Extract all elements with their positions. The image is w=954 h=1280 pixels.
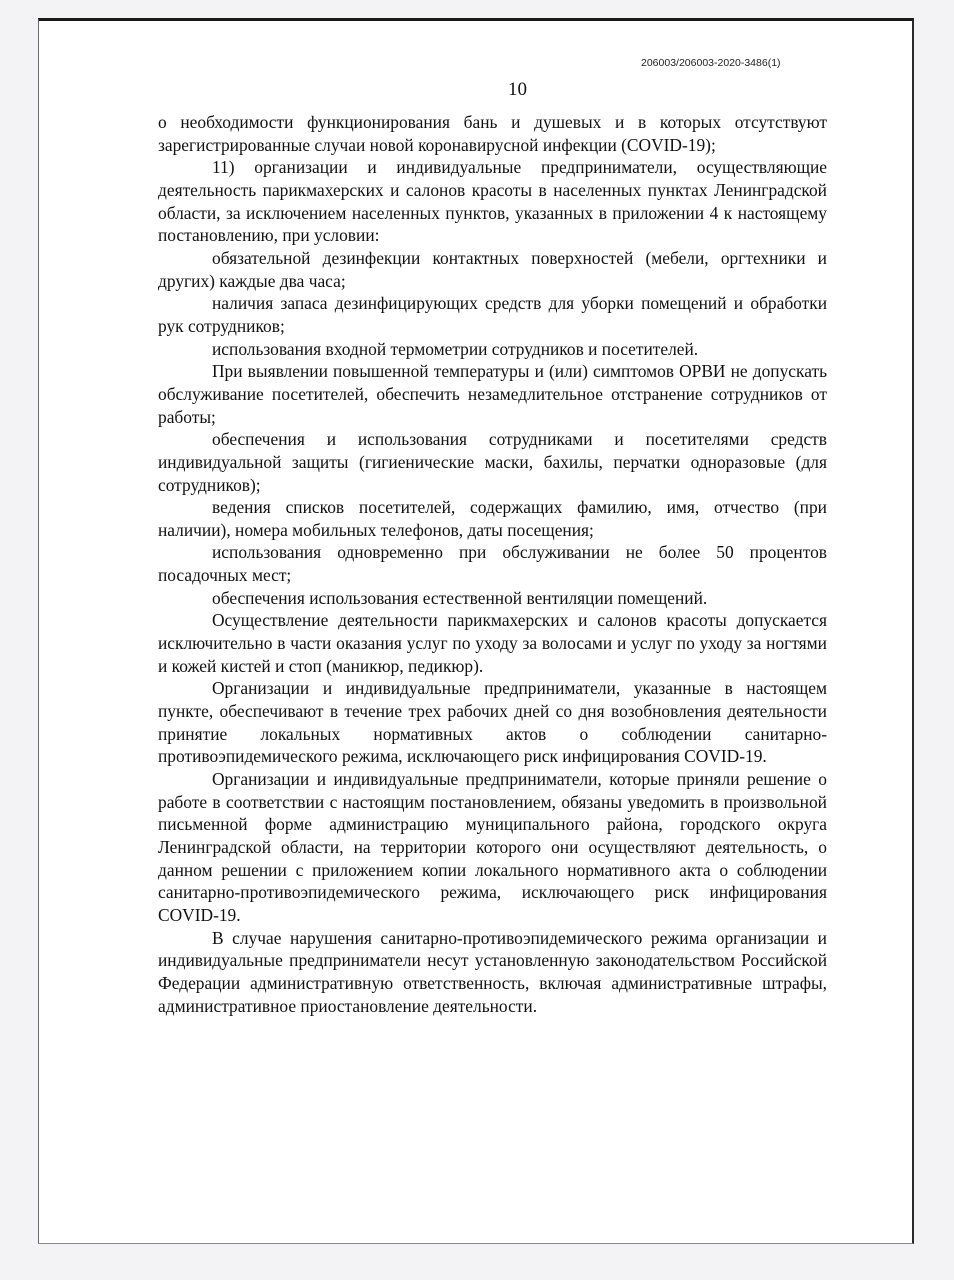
paragraph: 11) организации и индивидуальные предприниматели, осуществляющие деятельность парикмахерских и салонов красоты в населенных пунктах Ленинградской области, за исключением населенных пунктов, указанных в приложении 4 к настоящему постановлению, при условии: — [158, 157, 827, 246]
page-number: 10 — [508, 79, 527, 100]
paragraph: Организации и индивидуальные предприниматели, которые приняли решение о работе в соответствии с настоящим постановлением, обязаны уведомить в произвольной письменной форме администрацию муниципального района, городского округа Ленинградской области, на территории которого они осуществляют деятельность, о данном решении с приложением копии локального нормативного акта о соблюдении санитарно-противоэпидемического режима, исключающего риск инфицирования COVID-19. — [158, 769, 827, 925]
document-body — [158, 111, 827, 1017]
paragraph: Организации и индивидуальные предприниматели, указанные в настоящем пункте, обеспечивают в течение трех рабочих дней со дня возобновления деятельности принятие локальных нормативных актов о соблюдении санитарно-противоэпидемического режима, исключающего риск инфицирования COVID-19. — [158, 678, 827, 767]
paragraph: обеспечения и использования сотрудниками и посетителями средств индивидуальной защиты (гигиенические маски, бахилы, перчатки одноразовые (для сотрудников); — [158, 429, 827, 495]
paragraph: использования входной термометрии сотрудников и посетителей. — [212, 338, 699, 359]
paragraph: В случае нарушения санитарно-противоэпидемического режима организации и индивидуальные предприниматели несут установленную законодательством Российской Федерации административную ответственность, включая административные штрафы, административное приостановление деятельности. — [158, 927, 827, 1016]
document-number: 206003/206003-2020-3486(1) — [641, 57, 781, 69]
paragraph: наличия запаса дезинфицирующих средств для уборки помещений и обработки рук сотрудников; — [158, 293, 827, 336]
paragraph: При выявлении повышенной температуры и (или) симптомов ОРВИ не допускать обслуживание посетителей, обеспечить незамедлительное отстранение сотрудников от работы; — [158, 361, 827, 427]
paragraph: о необходимости функционирования бань и душевых и в которых отсутствуют зарегистрированные случаи новой коронавирусной инфекции (COVID-19); — [158, 112, 827, 155]
paragraph: Осуществление деятельности парикмахерских и салонов красоты допускается исключительно в части оказания услуг по уходу за волосами и услуг по уходу за ногтями и кожей кистей и стоп (маникюр, педикюр). — [158, 610, 827, 676]
paragraph: обеспечения использования естественной вентиляции помещений. — [212, 587, 708, 608]
paragraph: ведения списков посетителей, содержащих фамилию, имя, отчество (при наличии), номера мобильных телефонов, даты посещения; — [158, 497, 827, 540]
paragraph: использования одновременно при обслуживании не более 50 процентов посадочных мест; — [158, 542, 827, 586]
paragraph: обязательной дезинфекции контактных поверхностей (мебели, оргтехники и других) каждые два часа; — [158, 247, 827, 291]
